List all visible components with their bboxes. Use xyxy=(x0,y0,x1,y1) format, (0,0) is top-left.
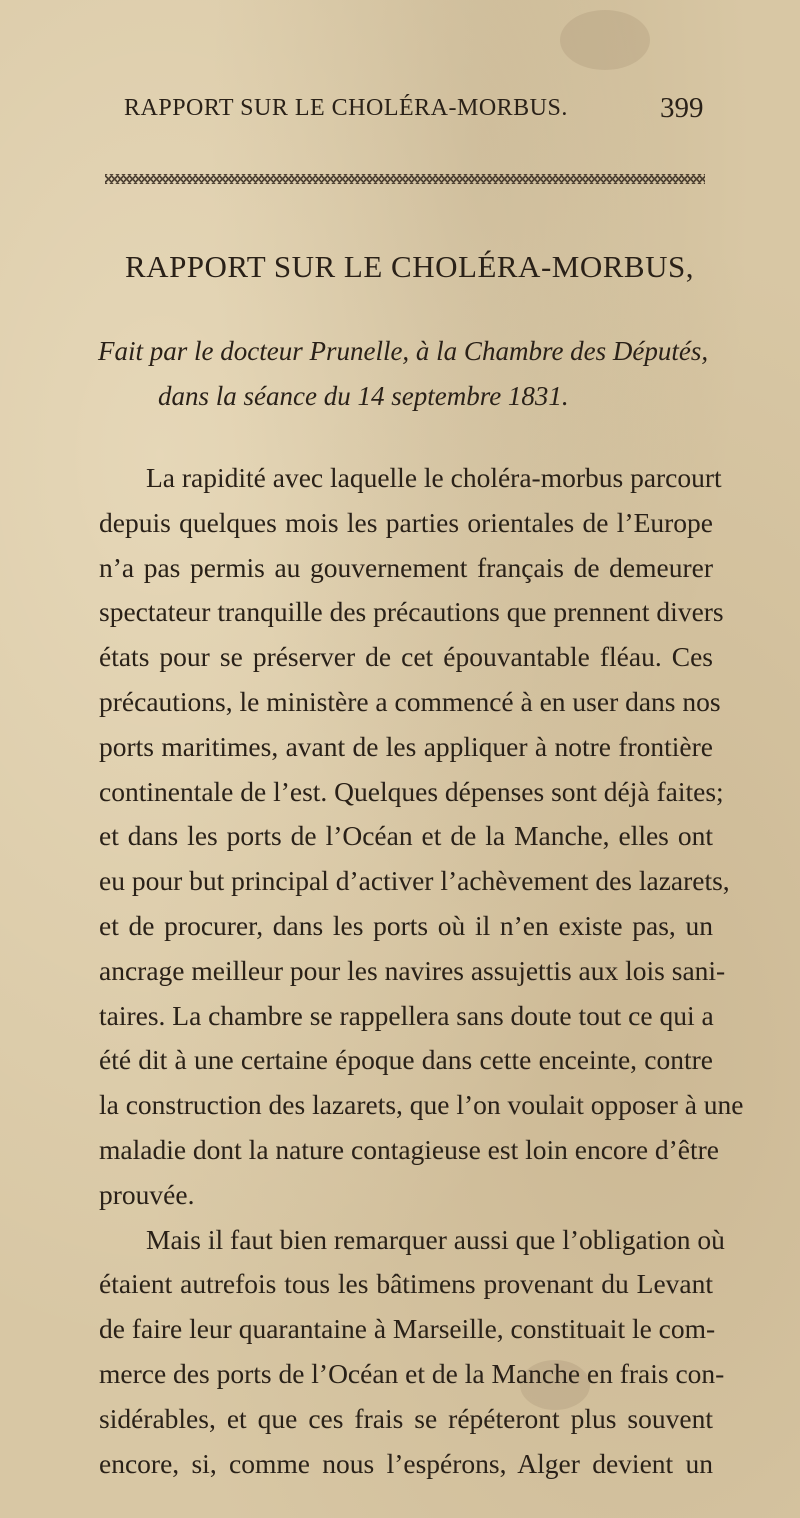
page-number: 399 xyxy=(660,92,704,124)
body-line: encore, si, comme nous l’espérons, Alger devient un xyxy=(99,1447,713,1479)
body-line: Mais il faut bien remarquer aussi que l’obligation où xyxy=(146,1223,725,1255)
article-title: RAPPORT SUR LE CHOLÉRA-MORBUS, xyxy=(125,249,694,284)
body-line: ancrage meilleur pour les navires assujettis aux lois sani- xyxy=(99,954,726,986)
body-line: taires. La chambre se rappellera sans doute tout ce qui a xyxy=(99,999,714,1031)
body-line: sidérables, et que ces frais se répéteront plus souvent xyxy=(99,1402,713,1434)
body-line: continentale de l’est. Quelques dépenses sont déjà faites; xyxy=(99,775,724,807)
body-line: spectateur tranquille des précautions que prennent divers xyxy=(99,596,724,628)
body-line: et de procurer, dans les ports où il n’en existe pas, un xyxy=(99,910,713,941)
body-line: n’a pas permis au gouvernement français de demeurer xyxy=(99,551,713,583)
body-line: eu pour but principal d’activer l’achèvement des lazarets, xyxy=(99,865,730,897)
body-line: étaient autrefois tous les bâtimens provenant du Levant xyxy=(99,1268,713,1300)
byline-line-1: Fait par le docteur Prunelle, à la Chambre des Députés, xyxy=(98,336,709,366)
body-line: états pour se préserver de cet épouvantable fléau. Ces xyxy=(99,641,713,673)
ornamental-rule xyxy=(105,174,705,184)
body-line: La rapidité avec laquelle le choléra-morbus parcourt xyxy=(146,462,722,493)
byline-line-2: dans la séance du 14 septembre 1831. xyxy=(158,381,569,411)
body-line: ports maritimes, avant de les appliquer à notre frontière xyxy=(99,730,713,762)
body-line: de faire leur quarantaine à Marseille, constituait le com- xyxy=(99,1313,716,1345)
body-line: merce des ports de l’Océan et de la Manche en frais con- xyxy=(99,1358,725,1389)
body-line: prouvée. xyxy=(99,1178,195,1210)
body-line: depuis quelques mois les parties orientales de l’Europe xyxy=(99,506,713,538)
body-line: et dans les ports de l’Océan et de la Manche, elles ont xyxy=(99,820,713,852)
body-line: maladie dont la nature contagieuse est loin encore d’être xyxy=(99,1134,720,1165)
paper-stain xyxy=(560,10,650,70)
running-head: RAPPORT SUR LE CHOLÉRA-MORBUS. xyxy=(124,95,568,121)
body-line: précautions, le ministère a commencé à en user dans nos xyxy=(99,686,721,717)
body-line: la construction des lazarets, que l’on voulait opposer à une xyxy=(99,1089,744,1121)
body-line: été dit à une certaine époque dans cette enceinte, contre xyxy=(99,1044,713,1076)
